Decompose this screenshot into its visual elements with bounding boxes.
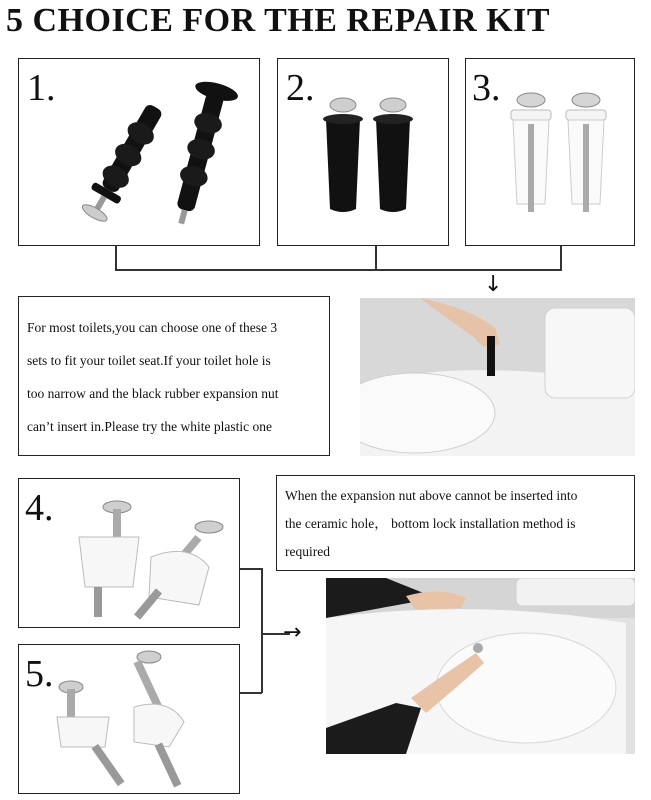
connector-line bbox=[115, 269, 562, 271]
panel-number: 5. bbox=[25, 653, 54, 695]
kit-panel-4 bbox=[18, 478, 240, 628]
connector-line bbox=[261, 568, 263, 693]
right-arrow-icon: → bbox=[283, 620, 302, 645]
install-photo-bottom bbox=[326, 578, 635, 754]
white-bottom-lock-bolt-icon bbox=[39, 647, 239, 792]
rubber-expansion-nut-icon bbox=[298, 89, 438, 239]
note-box-bottom bbox=[276, 475, 635, 571]
kit-panel-1 bbox=[18, 58, 260, 246]
note-line: When the expansion nut above cannot be inserted into bbox=[285, 488, 578, 503]
white-bottom-lock-bolt-icon bbox=[39, 487, 239, 625]
black-rubber-bolt-icon bbox=[39, 67, 249, 239]
note-line: can’t insert in.Please try the white plastic one bbox=[27, 419, 272, 434]
panel-number: 1. bbox=[27, 67, 56, 109]
connector-line bbox=[240, 692, 262, 694]
note-line: required bbox=[285, 544, 330, 559]
kit-panel-2 bbox=[277, 58, 449, 246]
kit-panel-5 bbox=[18, 644, 240, 794]
note-line: sets to fit your toilet seat.If your toilet hole is bbox=[27, 353, 271, 368]
install-photo-top bbox=[360, 298, 635, 456]
connector-line bbox=[115, 246, 117, 270]
note-line: the ceramic hole， bottom lock installation method is bbox=[285, 516, 576, 531]
panel-number: 2. bbox=[286, 67, 315, 109]
connector-line bbox=[560, 246, 562, 270]
panel-number: 4. bbox=[25, 487, 54, 529]
connector-line bbox=[375, 246, 377, 270]
panel-number: 3. bbox=[472, 67, 501, 109]
note-box-top bbox=[18, 296, 330, 456]
connector-line bbox=[240, 568, 262, 570]
note-line: too narrow and the black rubber expansion nut bbox=[27, 386, 279, 401]
note-line: For most toilets,you can choose one of these 3 bbox=[27, 320, 278, 335]
white-plastic-nut-icon bbox=[481, 84, 631, 239]
down-arrow-icon: ↓ bbox=[484, 272, 503, 297]
page-title: 5 CHOICE FOR THE REPAIR KIT bbox=[6, 2, 551, 39]
kit-panel-3 bbox=[465, 58, 635, 246]
